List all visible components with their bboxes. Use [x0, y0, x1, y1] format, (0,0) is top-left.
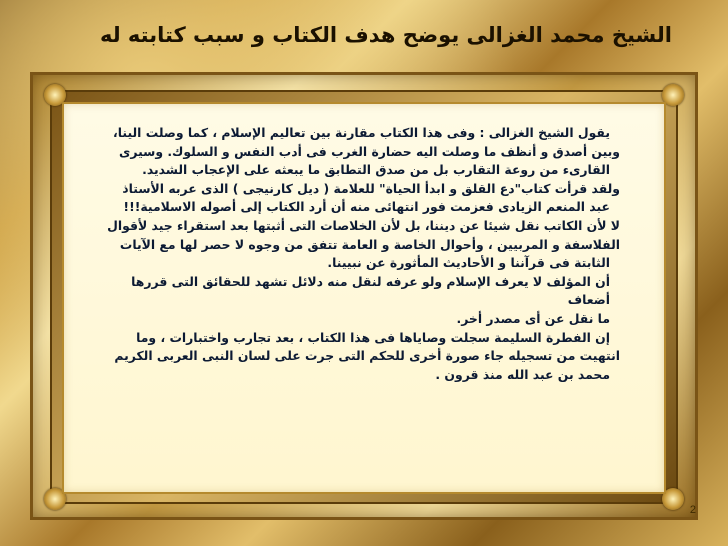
- body-line: الفلاسفة و المربيين ، وأحوال الخاصة و العامة تتفق من وجوه لا حصر لها مع الآيات: [119, 236, 620, 252]
- body-line: أن المؤلف لا يعرف الإسلام ولو عرفه لنقل منه دلائل تشهد للحقائق التى قررها: [131, 273, 610, 289]
- body-line: ولقد قرأت كتاب"دع القلق و ابدأ الحياة" للعلامة ( ديل كارنيجى ) الذى عربه الأستاذ: [122, 180, 620, 196]
- body-line: الثابتة فى قرآننا و الأحاديث المأثورة عن نبيينا.: [327, 255, 610, 271]
- body-line: انتهيت من تسجيله جاء صورة أخرى للحكم التى جرت على لسان النبى العربى الكريم: [114, 348, 620, 364]
- body-line: لا لأن الكاتب نقل شيئا عن ديننا، بل لأن الخلاصات التى أثبتها بعد استقراء جيد لأقوال: [107, 217, 620, 233]
- slide-number: 2: [689, 504, 696, 516]
- body-line: أضعاف: [567, 292, 610, 308]
- body-line: إن الفطرة السليمة سجلت وصاياها فى هذا الكتاب ، بعد تجارب واختبارات ، وما: [136, 329, 610, 345]
- body-line: عبد المنعم الزيادى فعزمت فور انتهائى منه أن أرد الكتاب إلى أصوله الاسلامية!!!: [123, 199, 610, 215]
- body-line: وبين أصدق و أنظف ما وصلت اليه حضارة الغرب فى أدب النفس و السلوك. وسيرى: [119, 143, 620, 159]
- slide-body: [108, 124, 620, 384]
- body-line: محمد بن عبد الله منذ قرون .: [435, 366, 610, 382]
- body-line: القارىء من روعة التقارب بل من صدق التطابق ما يبعثه على الإعجاب الشديد.: [142, 162, 610, 178]
- body-line: ما نقل عن أى مصدر أخر.: [456, 310, 610, 326]
- body-line: يقول الشيخ الغزالى : وفى هذا الكتاب مقارنة بين تعاليم الإسلام ، كما وصلت الينا،: [113, 125, 610, 140]
- title-bar: [10, 8, 718, 62]
- slide-title: الشيخ محمد الغزالى يوضح هدف الكتاب و سبب كتابته له: [99, 23, 672, 47]
